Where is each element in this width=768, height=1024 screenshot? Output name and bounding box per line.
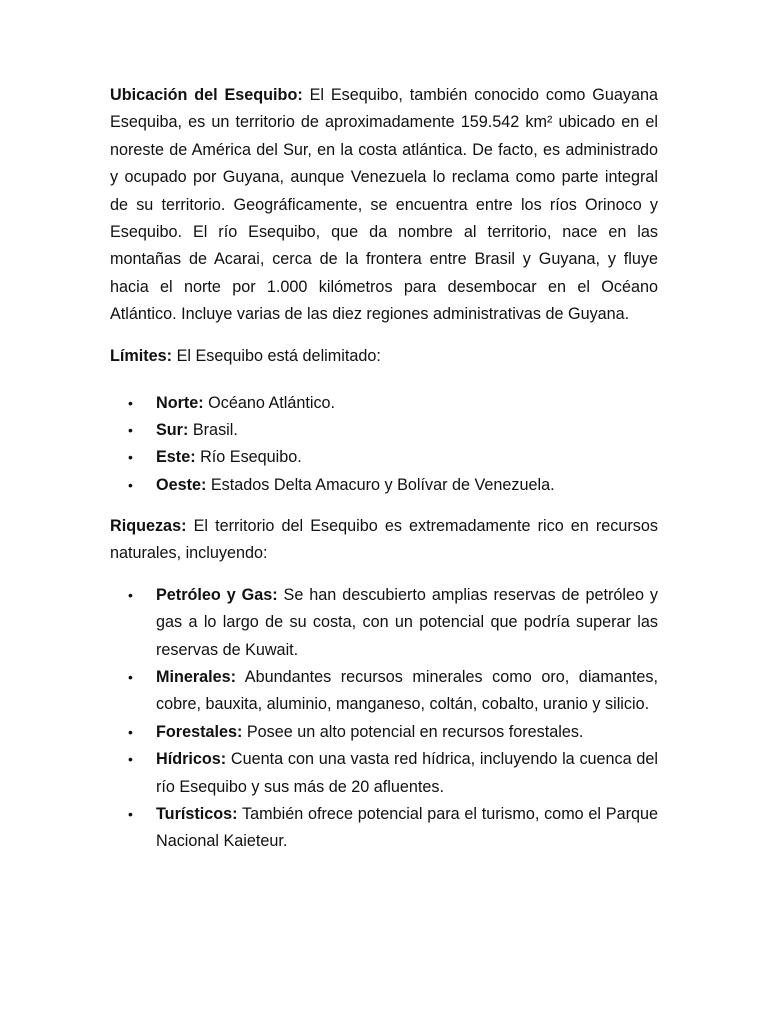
bullet-icon: • [128,751,133,768]
riquezas-list [110,582,658,856]
riquezas-text: El territorio del Esequibo es extremadamente rico en recursos naturales, incluyendo: [110,516,658,563]
riquezas-label: Riquezas: [110,516,187,535]
list-item-label: Turísticos: [156,804,238,823]
list-item-label: Minerales: [156,667,237,686]
limites-list [110,390,658,499]
list-item [110,417,658,444]
list-item-text: Se han descubierto amplias reservas de petróleo y gas a lo largo de su costa, con un potencial que podría superar las reservas de Kuwait. [156,585,658,659]
list-item [110,582,658,664]
list-item [110,444,658,471]
document-page [110,82,658,872]
bullet-icon: • [128,449,133,466]
bullet-icon: • [128,395,133,412]
list-item-text: También ofrece potencial para el turismo, como el Parque Nacional Kaieteur. [156,804,658,851]
bullet-icon: • [128,723,133,740]
list-item-text: Estados Delta Amacuro y Bolívar de Venezuela. [206,475,555,494]
ubicacion-text: El Esequibo, también conocido como Guayana Esequiba, es un territorio de aproximadamente 159.542 km² ubicado en el noreste de América del Sur, en la costa atlántica. De facto, es administrado y ocupado por Guyana, aunque Venezuela lo reclama como parte integral de su territorio. Geográficamente, se encuentra entre los ríos Orinoco y Esequibo. El río Esequibo, que da nombre al territorio, nace en las montañas de Acarai, cerca de la frontera entre Brasil y Guyana, y fluye hacia el norte por 1.000 kilómetros para desembocar en el Océano Atlántico. Incluye varias de las diez regiones administrativas de Guyana. [110,86,659,324]
list-item [110,719,658,746]
list-item [110,801,658,856]
list-item-text: Océano Atlántico. [203,394,336,413]
list-item-text: Abundantes recursos minerales como oro, diamantes, cobre, bauxita, aluminio, manganeso, coltán, cobalto, uranio y silicio. [156,667,658,714]
list-item-text: Posee un alto potencial en recursos forestales. [242,722,584,741]
list-item-text: Brasil. [188,421,238,440]
list-item-label: Petróleo y Gas: [156,585,278,604]
list-item-label: Norte: [156,394,204,413]
bullet-icon: • [128,422,133,439]
limites-text: El Esequibo está delimitado: [172,346,381,365]
list-item-text: Cuenta con una vasta red hídrica, incluyendo la cuenca del río Esequibo y sus más de 20 afluentes. [156,750,658,796]
list-item [110,746,658,801]
list-item-label: Forestales: [156,722,243,741]
list-item-label: Hídricos: [156,750,227,769]
limites-label: Límites: [110,346,173,365]
list-item-label: Este: [156,448,196,467]
bullet-icon: • [128,668,133,685]
riquezas-paragraph [110,513,658,568]
bullet-icon: • [128,476,133,493]
list-item [110,664,658,719]
limites-paragraph [110,343,658,370]
list-item-label: Oeste: [156,475,207,494]
list-item-text: Río Esequibo. [195,448,302,467]
list-item-label: Sur: [156,421,189,440]
bullet-icon: • [128,805,133,822]
ubicacion-paragraph [110,82,658,329]
bullet-icon: • [128,586,133,603]
list-item [110,472,658,499]
list-item [110,390,658,417]
ubicacion-label: Ubicación del Esequibo: [110,86,303,104]
